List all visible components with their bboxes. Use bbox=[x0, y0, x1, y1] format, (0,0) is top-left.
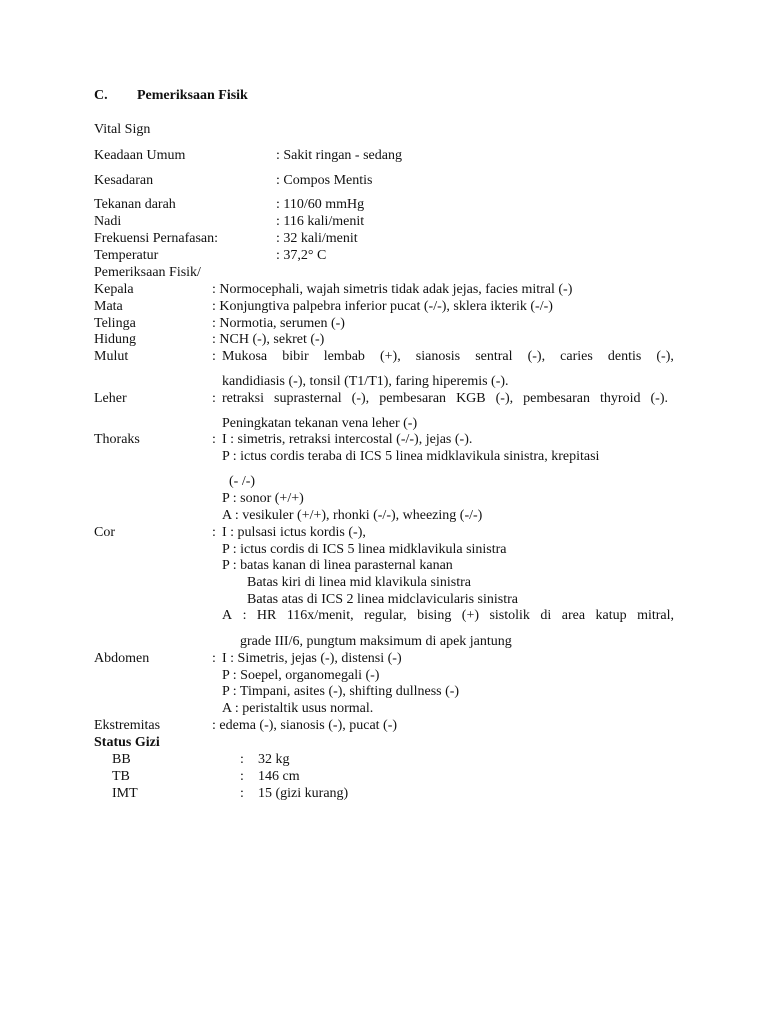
mulut-word: caries bbox=[560, 349, 593, 364]
leher-word: (-). bbox=[650, 391, 668, 406]
leher-word: retraksi bbox=[222, 391, 264, 406]
mulut-label: Mulut bbox=[94, 349, 129, 364]
tekanan-darah-value: : 110/60 mmHg bbox=[276, 197, 365, 212]
cor-auskultasi-word: area bbox=[561, 608, 586, 623]
leher-word: (-), bbox=[351, 391, 370, 406]
telinga-label: Telinga bbox=[94, 316, 136, 331]
cor-auskultasi-word: regular, bbox=[364, 608, 407, 623]
mulut-line bbox=[222, 349, 674, 365]
keadaan-umum-value: : Sakit ringan - sedang bbox=[276, 148, 402, 163]
cor-auskultasi-word: di bbox=[540, 608, 552, 623]
frekuensi-pernafasan-label: Frekuensi Pernafasan: bbox=[94, 231, 219, 246]
cor-auskultasi-word: (+) bbox=[461, 608, 480, 623]
status-gizi-heading: Status Gizi bbox=[94, 735, 160, 750]
thoraks-palpasi: P : ictus cordis teraba di ICS 5 linea midklavikula sinistra, krepitasi bbox=[222, 449, 600, 464]
hidung-label: Hidung bbox=[94, 332, 136, 347]
tb-colon: : bbox=[240, 769, 244, 784]
vital-sign-heading: Vital Sign bbox=[94, 122, 151, 137]
mata-label: Mata bbox=[94, 299, 123, 314]
mulut-word: dentis bbox=[607, 349, 642, 364]
mulut-word: (-), bbox=[527, 349, 546, 364]
hidung-value: : NCH (-), sekret (-) bbox=[212, 332, 325, 347]
pemeriksaan-fisik-heading: Pemeriksaan Fisik/ bbox=[94, 265, 201, 280]
abdomen-label: Abdomen bbox=[94, 651, 150, 666]
frekuensi-pernafasan-value: : 32 kali/menit bbox=[276, 231, 358, 246]
leher-continuation: Peningkatan tekanan vena leher (-) bbox=[222, 416, 418, 431]
abdomen-perkusi: P : Timpani, asites (-), shifting dullness (-) bbox=[222, 684, 460, 699]
thoraks-inspeksi: I : simetris, retraksi intercostal (-/-), jejas (-). bbox=[222, 432, 473, 447]
mulut-continuation: kandidiasis (-), tonsil (T1/T1), faring hiperemis (-). bbox=[222, 374, 509, 389]
cor-colon: : bbox=[212, 525, 216, 540]
cor-auskultasi-continuation: grade III/6, pungtum maksimum di apek jantung bbox=[240, 634, 512, 649]
mulut-word: (+), bbox=[379, 349, 401, 364]
imt-colon: : bbox=[240, 786, 244, 801]
leher-word: suprasternal bbox=[274, 391, 342, 406]
thoraks-label: Thoraks bbox=[94, 432, 140, 447]
leher-line bbox=[222, 391, 668, 407]
mulut-word: Mukosa bbox=[222, 349, 268, 364]
kepala-value: : Normocephali, wajah simetris tidak adak jejas, facies mitral (-) bbox=[212, 282, 573, 297]
bb-value: 32 kg bbox=[258, 752, 290, 767]
mulut-word: sentral bbox=[475, 349, 513, 364]
nadi-label: Nadi bbox=[94, 214, 122, 229]
thoraks-perkusi: P : sonor (+/+) bbox=[222, 491, 304, 506]
cor-auskultasi-word: katup bbox=[595, 608, 627, 623]
section-title: Pemeriksaan Fisik bbox=[137, 88, 248, 103]
section-letter: C. bbox=[94, 88, 108, 103]
cor-auskultasi-word: sistolik bbox=[489, 608, 530, 623]
leher-word: KGB bbox=[456, 391, 486, 406]
ekstremitas-value: : edema (-), sianosis (-), pucat (-) bbox=[212, 718, 398, 733]
tekanan-darah-label: Tekanan darah bbox=[94, 197, 176, 212]
keadaan-umum-label: Keadaan Umum bbox=[94, 148, 186, 163]
cor-auskultasi-word: bising bbox=[417, 608, 452, 623]
cor-auskultasi-word: HR bbox=[256, 608, 277, 623]
cor-auskultasi-line bbox=[222, 608, 674, 624]
mata-value: : Konjungtiva palpebra inferior pucat (-/-), sklera ikterik (-/-) bbox=[212, 299, 553, 314]
cor-perkusi: P : batas kanan di linea parasternal kanan bbox=[222, 558, 453, 573]
imt-label: IMT bbox=[112, 786, 138, 801]
mulut-word: bibir bbox=[282, 349, 309, 364]
telinga-value: : Normotia, serumen (-) bbox=[212, 316, 345, 331]
bb-label: BB bbox=[112, 752, 131, 767]
cor-perkusi-batas-atas: Batas atas di ICS 2 linea midclavicularis sinistra bbox=[247, 592, 518, 607]
cor-auskultasi-word: : bbox=[242, 608, 247, 623]
cor-perkusi-batas-kiri: Batas kiri di linea mid klavikula sinistra bbox=[247, 575, 471, 590]
kesadaran-label: Kesadaran bbox=[94, 173, 154, 188]
temperatur-label: Temperatur bbox=[94, 248, 159, 263]
mulut-word: sianosis bbox=[415, 349, 461, 364]
cor-palpasi: P : ictus cordis di ICS 5 linea midklavikula sinistra bbox=[222, 542, 507, 557]
mulut-word: (-), bbox=[656, 349, 674, 364]
leher-word: pembesaran bbox=[379, 391, 447, 406]
cor-inspeksi: I : pulsasi ictus kordis (-), bbox=[222, 525, 366, 540]
leher-word: thyroid bbox=[600, 391, 641, 406]
nadi-value: : 116 kali/menit bbox=[276, 214, 365, 229]
abdomen-colon: : bbox=[212, 651, 216, 666]
thoraks-palpasi-continuation: (- /-) bbox=[229, 474, 256, 489]
ekstremitas-label: Ekstremitas bbox=[94, 718, 161, 733]
bb-colon: : bbox=[240, 752, 244, 767]
imt-value: 15 (gizi kurang) bbox=[258, 786, 349, 801]
leher-colon: : bbox=[212, 391, 216, 406]
thoraks-colon: : bbox=[212, 432, 216, 447]
abdomen-palpasi: P : Soepel, organomegali (-) bbox=[222, 668, 380, 683]
cor-auskultasi-word: 116x/menit, bbox=[286, 608, 354, 623]
mulut-word: lembab bbox=[323, 349, 365, 364]
kesadaran-value: : Compos Mentis bbox=[276, 173, 373, 188]
temperatur-value: : 37,2° C bbox=[276, 248, 327, 263]
kepala-label: Kepala bbox=[94, 282, 134, 297]
leher-word: pembesaran bbox=[523, 391, 591, 406]
abdomen-inspeksi: I : Simetris, jejas (-), distensi (-) bbox=[222, 651, 402, 666]
abdomen-auskultasi: A : peristaltik usus normal. bbox=[222, 701, 374, 716]
thoraks-auskultasi: A : vesikuler (+/+), rhonki (-/-), wheezing (-/-) bbox=[222, 508, 483, 523]
mulut-colon: : bbox=[212, 349, 216, 364]
tb-value: 146 cm bbox=[258, 769, 300, 784]
leher-label: Leher bbox=[94, 391, 127, 406]
tb-label: TB bbox=[112, 769, 130, 784]
cor-label: Cor bbox=[94, 525, 115, 540]
leher-word: (-), bbox=[495, 391, 514, 406]
cor-auskultasi-word: mitral, bbox=[637, 608, 674, 623]
cor-auskultasi-word: A bbox=[222, 608, 233, 623]
